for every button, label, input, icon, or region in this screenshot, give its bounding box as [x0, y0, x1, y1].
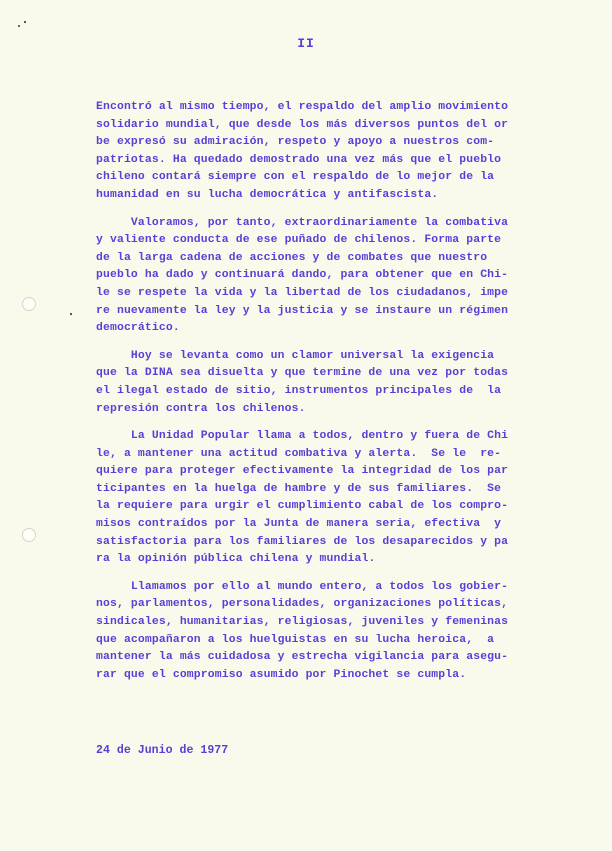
text-line: ticipantes en la huelga de hambre y de sus familiares. Se — [96, 482, 502, 495]
text-line: rar que el compromiso asumido por Pinochet se cumpla. — [96, 668, 467, 681]
text-line: represión contra los chilenos. — [96, 402, 306, 415]
text-line: la requiere para urgir el cumplimiento cabal de los compro- — [96, 500, 509, 513]
text-line: quiere para proteger efectivamente la integridad de los par — [96, 465, 509, 478]
text-line: le se respete la vida y la libertad de los ciudadanos, impe — [96, 286, 509, 299]
text-line: el ilegal estado de sitio, instrumentos principales de la — [96, 384, 502, 397]
paragraph-gap — [96, 418, 544, 428]
text-line: Llamamos por ello al mundo entero, a todos los gobier- — [96, 580, 509, 593]
paragraph — [96, 348, 544, 418]
text-line: Hoy se levanta como un clamor universal la exigencia — [96, 349, 495, 362]
paragraph — [96, 99, 544, 205]
paragraph — [96, 428, 544, 569]
text-line: humanidad en su lucha democrática y antifascista. — [96, 188, 439, 201]
text-line: pueblo ha dado y continuará dando, para obtener que en Chi- — [96, 269, 509, 282]
text-line: satisfactoria para los familiares de los desaparecidos y pa — [96, 535, 509, 548]
text-line: Encontró al mismo tiempo, el respaldo del amplio movimiento — [96, 101, 509, 113]
ink-speck — [18, 25, 20, 27]
ink-speck — [24, 21, 26, 23]
text-line: Valoramos, por tanto, extraordinariamente la combativa — [96, 216, 509, 229]
ink-speck — [70, 313, 72, 315]
punch-hole — [22, 297, 36, 311]
page-number: II — [297, 36, 315, 51]
text-line: le, a mantener una actitud combativa y alerta. Se le re- — [96, 447, 502, 460]
text-line: ra la opinión pública chilena y mundial. — [96, 553, 376, 566]
paragraph — [96, 215, 544, 338]
text-line: que acompañaron a los huelguistas en su lucha heroica, a — [96, 633, 495, 646]
text-line: La Unidad Popular llama a todos, dentro y fuera de Chi — [96, 430, 509, 443]
paragraph — [96, 579, 544, 685]
text-line: de la larga cadena de acciones y de combates que nuestro — [96, 251, 488, 264]
text-line: misos contraídos por la Junta de manera seria, efectiva y — [96, 518, 502, 531]
document-date: 24 de Junio de 1977 — [96, 744, 229, 757]
text-line: mantener la más cuidadosa y estrecha vigilancia para asegu- — [96, 651, 509, 664]
text-line: re nuevamente la ley y la justicia y se instaure un régimen — [96, 304, 509, 317]
punch-hole — [22, 528, 36, 542]
text-line: be expresó su admiración, respeto y apoyo a nuestros com- — [96, 136, 495, 149]
document-body — [96, 99, 544, 684]
text-line: chileno contará siempre con el respaldo de lo mejor de la — [96, 171, 495, 184]
text-line: sindicales, humanitarias, religiosas, juveniles y femeninas — [96, 616, 509, 629]
text-line: democrático. — [96, 322, 180, 335]
text-line: solidario mundial, que desde los más diversos puntos del or — [96, 118, 509, 131]
text-line: que la DINA sea disuelta y que termine de una vez por todas — [96, 367, 509, 380]
text-line: patriotas. Ha quedado demostrado una vez más que el pueblo — [96, 153, 502, 166]
paragraph-gap — [96, 338, 544, 348]
text-line: nos, parlamentos, personalidades, organizaciones políticas, — [96, 598, 509, 611]
text-line: y valiente conducta de ese puñado de chilenos. Forma parte — [96, 234, 502, 247]
paragraph-gap — [96, 205, 544, 215]
paragraph-gap — [96, 569, 544, 579]
